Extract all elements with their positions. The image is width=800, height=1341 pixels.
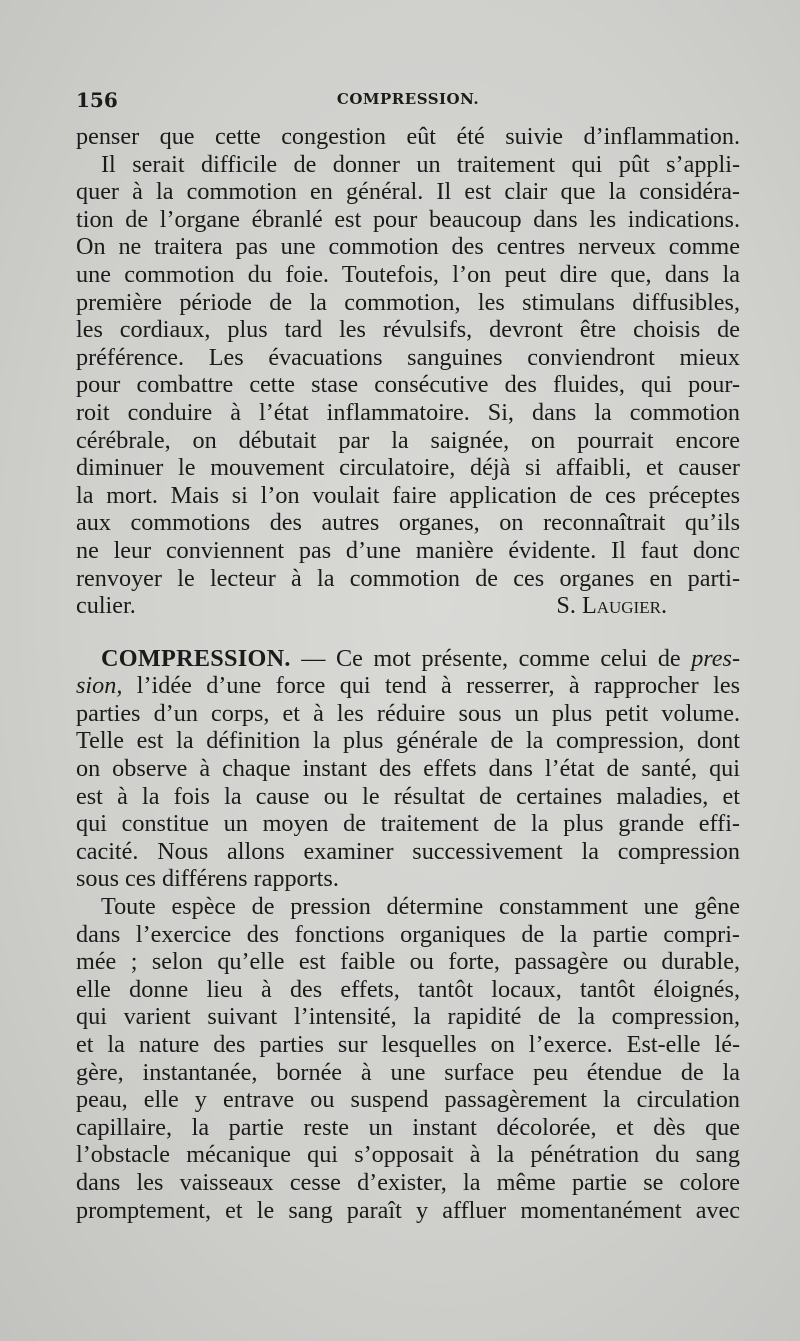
text-line: l’obstacle mécanique qui s’opposait à la pénétration du sang (76, 1141, 740, 1169)
text-line: ne leur conviennent pas d’une manière évidente. Il faut donc (76, 536, 740, 564)
text-line: parties d’un corps, et à les réduire sous un plus petit volume. (76, 699, 740, 727)
text-line: préférence. Les évacuations sanguines conviendront mieux (76, 343, 740, 371)
text-line: peau, elle y entrave ou suspend passagèrement la circulation (76, 1086, 740, 1114)
text-line: renvoyer le lecteur à la commotion de ces organes en parti- (76, 564, 740, 592)
text-line: cacité. Nous allons examiner successivement la compression (76, 837, 740, 865)
body-text (76, 123, 740, 1224)
text-line: première période de la commotion, les stimulans diffusibles, (76, 288, 740, 316)
text-line: mée ; selon qu’elle est faible ou forte, passagère ou durable, (76, 948, 740, 976)
signature-name: Laugier. (581, 592, 667, 620)
paragraph-commotion-treatment (76, 151, 740, 620)
entry-compression (76, 645, 740, 893)
text-line: cérébrale, on débutait par la saignée, on pourrait encore (76, 426, 740, 454)
text-line: sous ces différens rapports. (76, 865, 339, 893)
paragraph-pressure-effects (76, 893, 740, 1224)
italic-term: sion, (76, 672, 123, 700)
text-line: une commotion du foie. Toutefois, l’on peut dire que, dans la (76, 260, 740, 288)
text-line: diminuer le mouvement circulatoire, déjà si affaibli, et causer (76, 454, 740, 482)
text-line: pour combattre cette stase consécutive des fluides, qui pour- (76, 371, 740, 399)
text-line: On ne traitera pas une commotion des centres nerveux comme (76, 233, 740, 261)
text-line: promptement, et le sang paraît y affluer momentanément avec (76, 1196, 740, 1224)
text-line: on observe à chaque instant des effets dans l’état de santé, qui (76, 755, 740, 783)
text-line: dans les vaisseaux cesse d’exister, la même partie se colore (76, 1168, 740, 1196)
text-line: et la nature des parties sur lesquelles on l’exerce. Est-elle lé- (76, 1031, 740, 1058)
text-fragment: l’idée d’une force qui tend à resserrer, à rapprocher les (122, 672, 740, 700)
text-line (76, 645, 740, 673)
text-line: aux commotions des autres organes, on reconnaîtrait qu’ils (76, 509, 740, 537)
text-line: capillaire, la partie reste un instant décolorée, et dès que (76, 1113, 740, 1141)
text-line: tion de l’organe ébranlé est pour beaucoup dans les indications. (76, 205, 740, 233)
text-line: roit conduire à l’état inflammatoire. Si, dans la commotion (76, 398, 740, 426)
author-signature (556, 592, 740, 620)
text-line: penser que cette congestion eût été suivie d’inflammation. (76, 123, 740, 150)
text-line: les cordiaux, plus tard les révulsifs, devront être choisis de (76, 316, 740, 344)
text-line: qui constitue un moyen de traitement de la plus grande effi- (76, 810, 740, 838)
text-line: culier. (76, 592, 136, 620)
page-number: 156 (76, 88, 118, 112)
signature-initial: S. (556, 592, 576, 620)
section-gap (76, 620, 740, 645)
text-line (76, 672, 740, 700)
text-line: Telle est la définition la plus générale de la compression, dont (76, 727, 740, 755)
text-fragment: — Ce mot présente, comme celui de (290, 644, 692, 672)
text-line: quer à la commotion en général. Il est clair que la considéra- (76, 178, 740, 206)
signature-line (76, 592, 740, 620)
text-line: dans l’exercice des fonctions organiques de la partie compri- (76, 920, 740, 948)
text-line: est à la fois la cause ou le résultat de certaines maladies, et (76, 782, 740, 810)
text-line: elle donne lieu à des effets, tantôt locaux, tantôt éloignés, (76, 975, 740, 1003)
text-line: la mort. Mais si l’on voulait faire application de ces préceptes (76, 481, 740, 509)
italic-term: pres- (691, 644, 740, 672)
text-line: qui varient suivant l’intensité, la rapidité de la compression, (76, 1003, 740, 1031)
entry-headword: COMPRESSION. (101, 644, 291, 672)
running-head: COMPRESSION. (336, 90, 480, 108)
text-line: gère, instantanée, bornée à une surface peu étendue de la (76, 1058, 740, 1086)
text-line: Toute espèce de pression détermine constamment une gêne (101, 893, 740, 921)
page-header (76, 88, 740, 114)
paragraph-continuation (76, 123, 740, 151)
text-line: Il serait difficile de donner un traitement qui pût s’appli- (101, 150, 740, 178)
